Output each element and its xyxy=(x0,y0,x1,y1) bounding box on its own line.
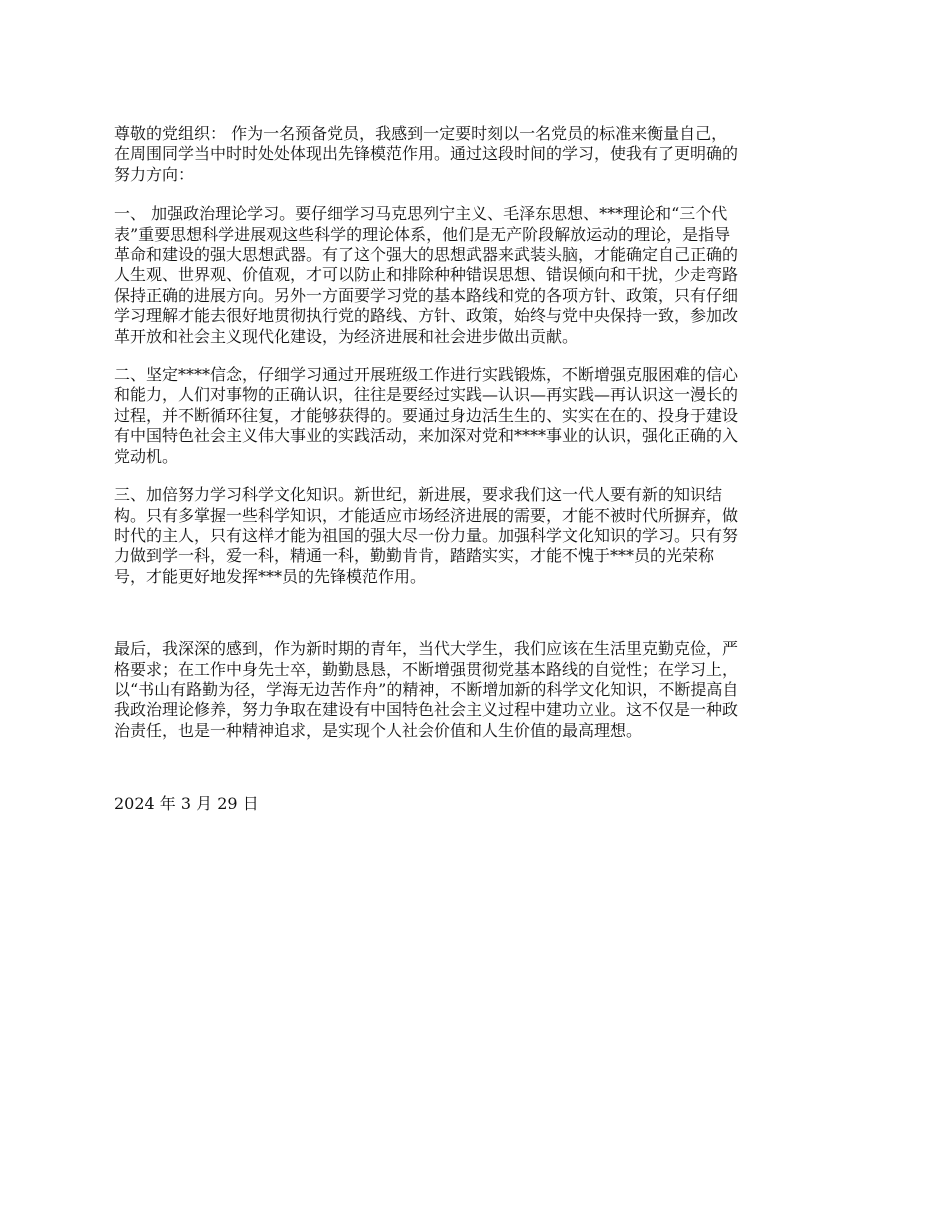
paragraph-point-two: 二、坚定****信念，仔细学习通过开展班级工作进行实践锻炼，不断增强克服困难的信心 和能力，人们对事物的正确认识，往往是要经过实践—认识—再实践—再认识这一漫长的 过程，并不断循环往复，才能够获得的。要通过身边活生生的、实实在在的、投身于建设 有中国特色社会主义伟大事业的实践活动，来加深对党和****事业的认识，强化正确的入 党动机。 xyxy=(114,365,739,466)
paragraph-point-one: 一、 加强政治理论学习。要仔细学习马克思列宁主义、毛泽东思想、***理论和“三个代 表”重要思想科学进展观这些科学的理论体系，他们是无产阶段解放运动的理论，是指导 革命和建设的强大思想武器。有了这个强大的思想武器来武装头脑，才能确定自己正确的 人生观、世界观、价值观，才可以防止和排除种种错误思想、错误倾向和干扰，少走弯路 保持正确的进展方向。另外一方面要学习党的基本路线和党的各项方针、政策，只有仔细 学习理解才能去很好地贯彻执行党的路线、方针、政策，始终与党中央保持一致，参加改 革开放和社会主义现代化建设，为经济进展和社会进步做出贡献。 xyxy=(114,204,739,346)
paragraph-conclusion: 最后，我深深的感到，作为新时期的青年，当代大学生，我们应该在生活里克勤克俭，严 格要求；在工作中身先士卒，勤勤恳恳，不断增强贯彻党基本路线的自觉性；在学习上， 以“书山有路勤为径，学海无边苦作舟”的精神，不断增加新的科学文化知识，不断提高自 我政治理论修养，努力争取在建设有中国特色社会主义过程中建功立业。这不仅是一种政 治责任，也是一种精神追求，是实现个人社会价值和人生价值的最高理想。 xyxy=(114,639,739,740)
letter-date: 2024 年 3 月 29 日 xyxy=(114,794,259,814)
paragraph-point-three: 三、加倍努力学习科学文化知识。新世纪，新进展，要求我们这一代人要有新的知识结 构。只有多掌握一些科学知识，才能适应市场经济进展的需要，才能不被时代所摒弃，做 时代的主人，只有这样才能为祖国的强大尽一份力量。加强科学文化知识的学习。只有努 力做到学一科，爱一科，精通一科，勤勤肯肯，踏踏实实，才能不愧于***员的光荣称 号，才能更好地发挥***员的先锋模范作用。 xyxy=(114,485,739,586)
letter-body xyxy=(114,124,844,814)
paragraph-greeting: 尊敬的党组织： 作为一名预备党员，我感到一定要时刻以一名党员的标准来衡量自己， 在周围同学当中时时处处体现出先锋模范作用。通过这段时间的学习，使我有了更明确的 努力方向： xyxy=(114,124,739,184)
